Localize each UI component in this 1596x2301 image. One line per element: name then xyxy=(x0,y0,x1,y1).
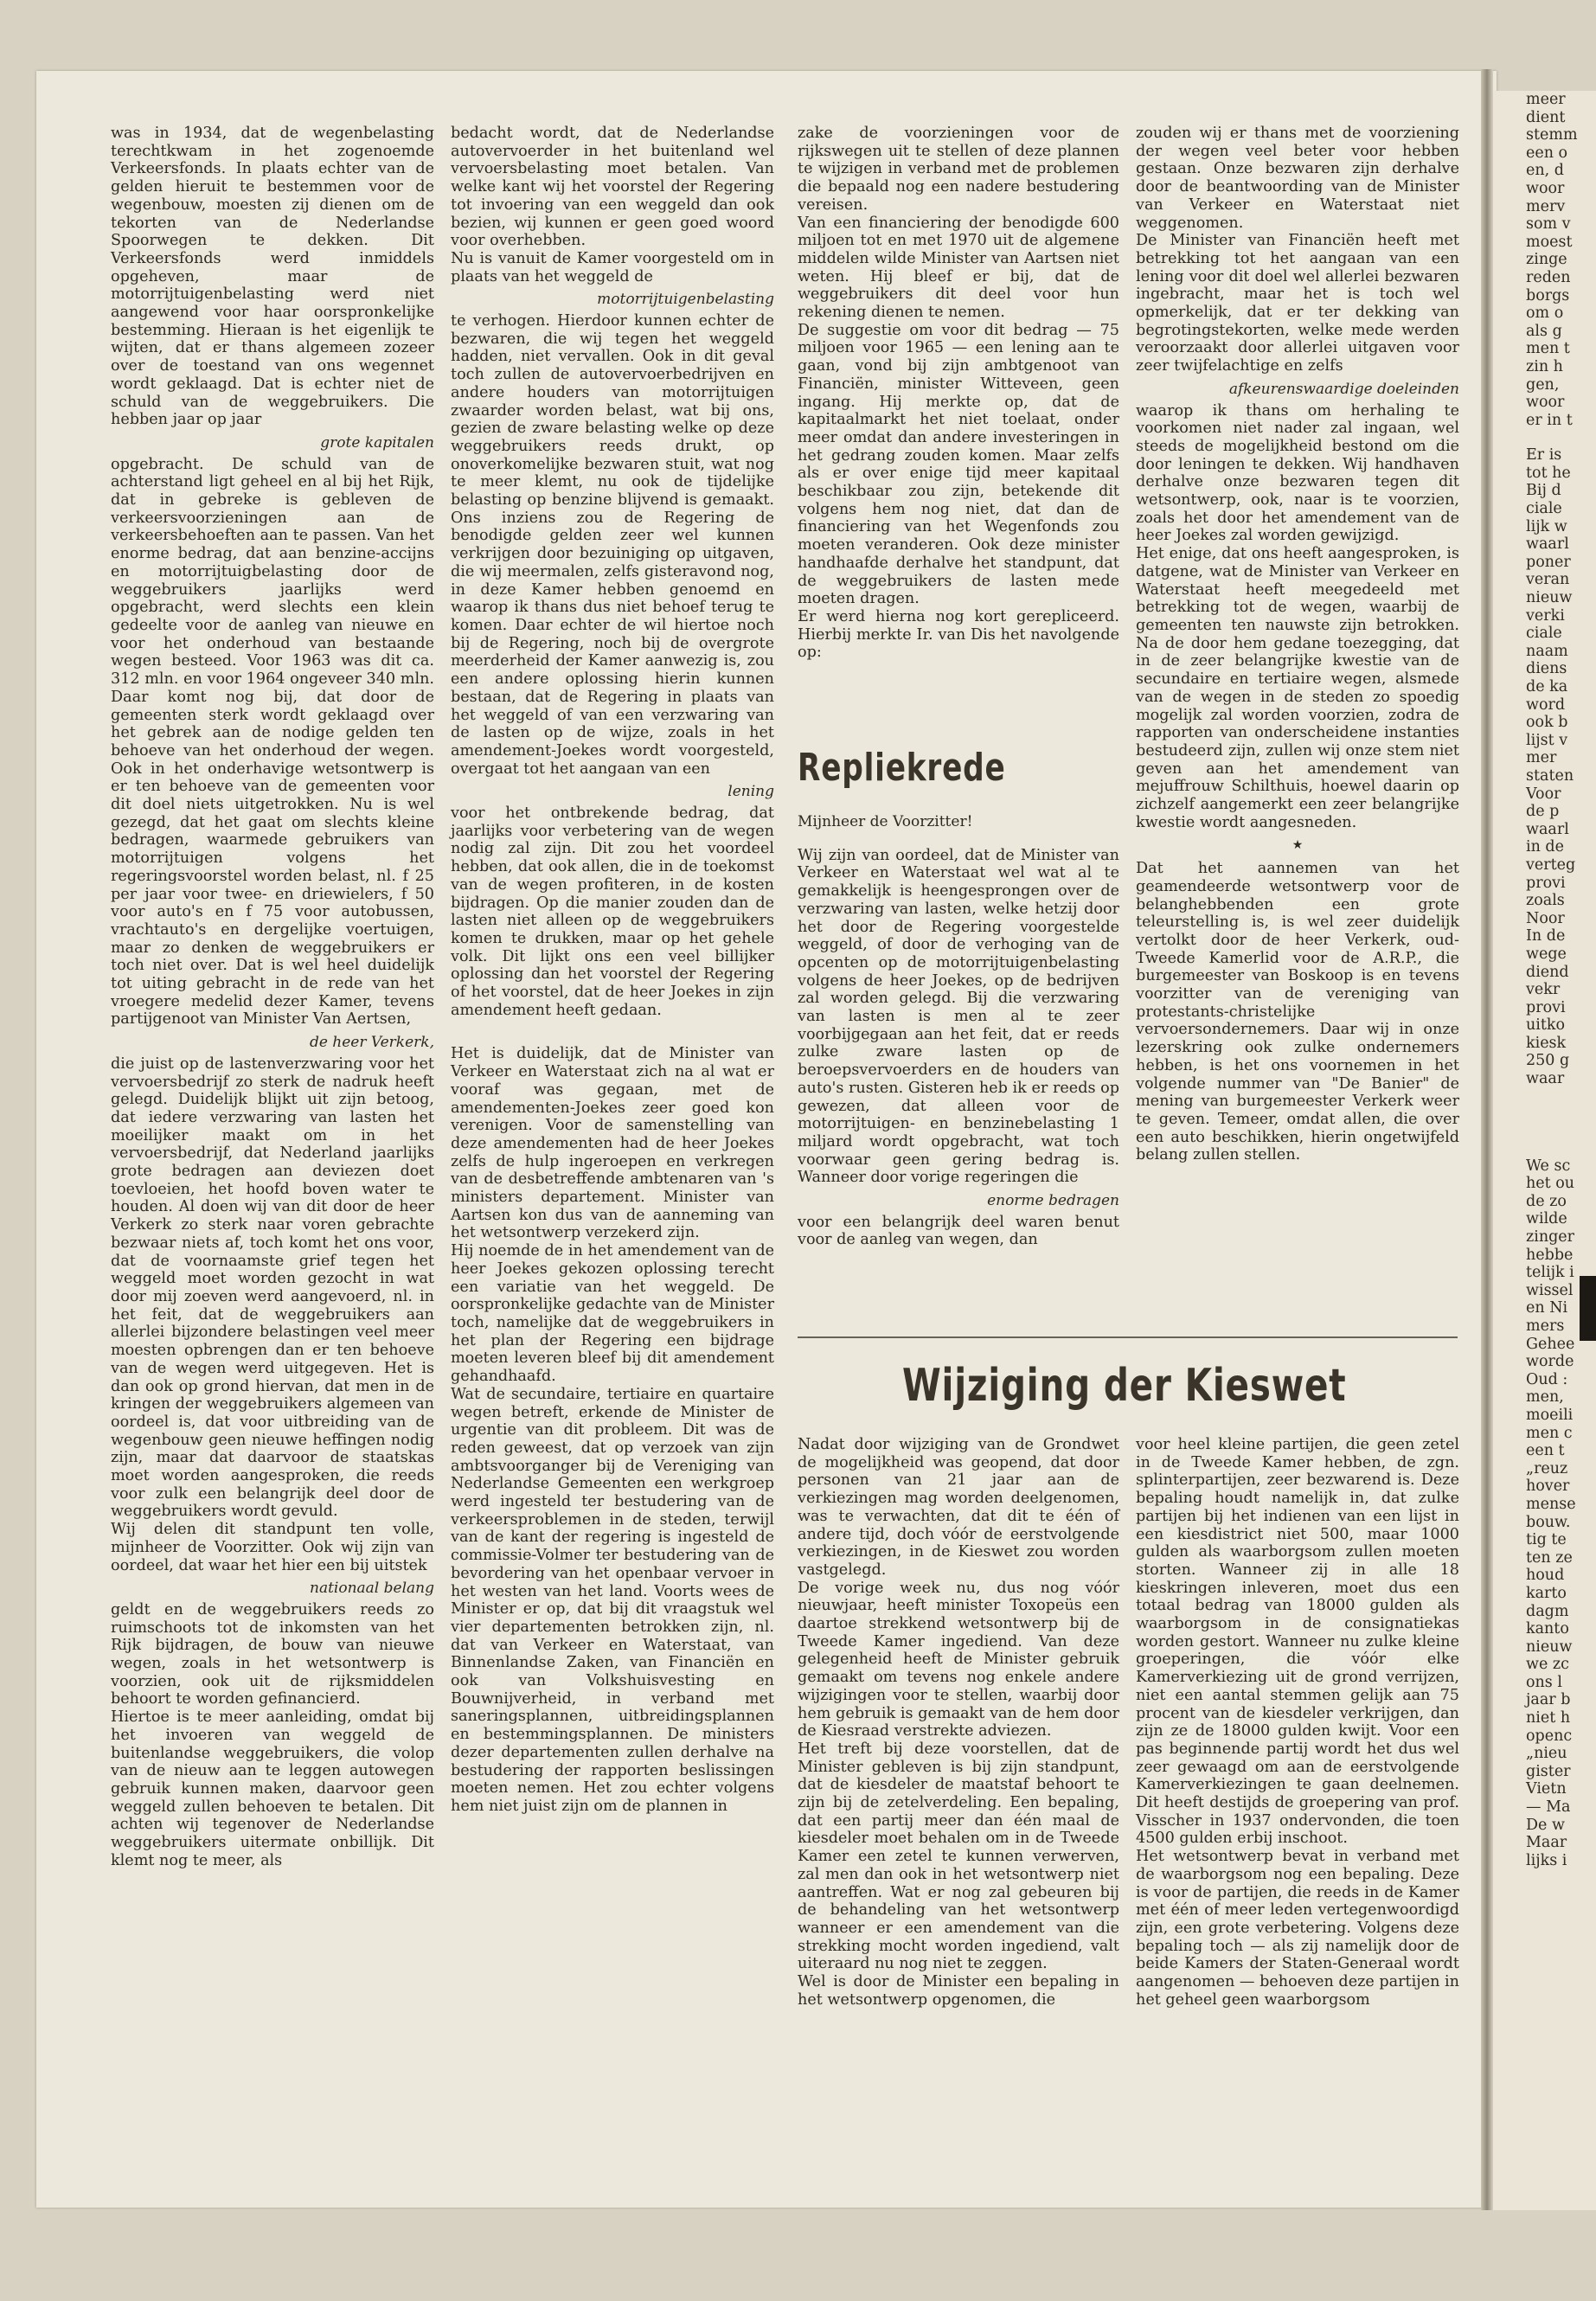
next-page-line: In de xyxy=(1526,927,1566,945)
next-page-line: ciale xyxy=(1526,625,1562,643)
paragraph: was in 1934, dat de wegenbelasting terechtkwam in het zogenoemde Verkeersfonds. In plaats echter van de gelden hieruit te bestemmen voor de wegenbouw, moesten zij dienen om de tekorten van de Nederlandse Spoorwegen te dekken. Dit Verkeersfonds werd inmiddels opgeheven, maar de motorrijtuigenbelasting werd niet aangewend voor haar oorspronkelijke bestemming. Hieraan is het eigenlijk te wijten, dat er thans algemeen zozeer over de toestand van ons wegennet wordt geklaagd. Dat is echter niet de schuld van de weggebruikers. Die hebben jaar op jaar xyxy=(111,125,434,429)
next-page-line: wissel xyxy=(1526,1281,1574,1299)
next-page-line: provi xyxy=(1526,874,1566,892)
next-page-fragment xyxy=(1493,91,1596,2210)
paragraph: Wat de secundaire, tertiaire en quartaire wegen betreft, erkende de Minister de urgentie van dit probleem. Dit was de reden geweest, dat op verzoek van zijn ambtsvoorganger bij de Vereniging van Nederlandse Gemeenten een werkgroep werd ingesteld ter bestudering van de verkeersproblemen in de steden, terwijl van de kant der regering is ingesteld de commissie-Volmer ter bestudering van de bevordering van het openbaar vervoer in het westen van het land. Voorts wees de Minister er op, dat bij dit vraagstuk wel vier departementen betrokken zijn, nl. dat van Verkeer en Waterstaat, van Binnenlandse Zaken, van Financiën en ook van Volkshuisvesting en Bouwnijverheid, in verband met saneringsplannen, uitbreidingsplannen en bestemmingsplannen. De ministers dezer departementen zullen derhalve na bestudering der rapporten beslissingen moeten nemen. Het zou echter volgens hem niet juist zijn om de plannen in xyxy=(451,1385,774,1815)
subheading: afkeurenswaardige doeleinden xyxy=(1228,380,1459,398)
next-page-line: diens xyxy=(1526,660,1567,678)
article-2-column-1 xyxy=(798,1436,1119,2009)
next-page-line: ons l xyxy=(1526,1673,1562,1691)
greeting: Mijnheer de Voorzitter! xyxy=(798,813,973,830)
next-page-line: niet h xyxy=(1526,1709,1571,1727)
next-page-line: zinge xyxy=(1526,251,1567,269)
next-page-line: Voor xyxy=(1526,785,1561,803)
next-page-line: telijk i xyxy=(1526,1264,1574,1282)
next-page-line: verteg xyxy=(1526,856,1576,874)
next-page-line: er in t xyxy=(1526,411,1573,429)
next-page-line: reden xyxy=(1526,268,1571,286)
next-page-line: hover xyxy=(1526,1477,1570,1496)
next-page-line: men, xyxy=(1526,1388,1564,1407)
next-page-line: wege xyxy=(1526,945,1567,963)
next-page-line: mers xyxy=(1526,1317,1565,1335)
subheading: nationaal belang xyxy=(310,1580,434,1598)
next-page-line: waarl xyxy=(1526,820,1569,838)
paragraph: geldt en de weggebruikers reeds zo ruimschoots tot de inkomsten van het Rijk bijdragen, de bouw van nieuwe wegen, zoals in het wetsontwerp is voorzien, ook uit de rijksmiddelen behoort te worden gefinancierd. xyxy=(111,1600,434,1708)
next-page-line: nieuw xyxy=(1526,1638,1573,1656)
section-divider xyxy=(798,1336,1458,1338)
next-page-line: waarl xyxy=(1526,535,1569,554)
next-page-line: worde xyxy=(1526,1353,1574,1371)
next-page-line: in de xyxy=(1526,838,1564,856)
next-page-line: openc xyxy=(1526,1727,1573,1745)
subheading: lening xyxy=(727,783,774,801)
next-page-line: moeili xyxy=(1526,1406,1574,1424)
next-page-line: de zo xyxy=(1526,1192,1567,1210)
next-page-line: verki xyxy=(1526,606,1565,625)
next-page-line: dagm xyxy=(1526,1602,1569,1620)
paragraph: Het enige, dat ons heeft aangesproken, is datgene, wat de Minister van Verkeer en Waterstaat heeft meegedeeld met betrekking tot de wegen, waarbij de gemeenten ten nauwste zijn betrokken. Na de door hem gedane toezegging, dat in de zeer belangrijke kwestie van de secundaire en tertiaire wegen, alsmede van de wegen in de steden zo spoedig mogelijk zal worden voorzien, zodra de rapporten van onderscheidene instanties bestudeerd zijn, zullen wij onze stem niet geven aan het amendement van mejuffrouw Schilthuis, hoewel daarin op zichzelf aangemerkt een zeer belangrijke kwestie wordt aangesneden. xyxy=(1136,545,1459,831)
next-page-line: gen, xyxy=(1526,375,1560,394)
paragraph: Het is duidelijk, dat de Minister van Verkeer en Waterstaat zich na al wat er vooraf was gegaan, met de amendementen-Joekes zeer goed kon verenigen. Voor de samenstelling van deze amendementen had de heer Joekes zelfs de hulp ingeroepen en verkregen van de desbetreffende ambtenaren van 's ministers departement. Minister van Aartsen kon dus van de aanneming van het wetsontwerp verzekerd zijn. xyxy=(451,1045,774,1242)
paragraph: Het treft bij deze voorstellen, dat de Minister gebleven is bij zijn standpunt, dat de kiesdeler de maatstaf behoort te zijn bij de zetelverdeling. Een bepaling, dat een partij meer dan één maal de kiesdeler moet behalen om in de Tweede Kamer een zetel te kunnen verwerven, zal men dan ook in het wetsontwerp niet aantreffen. Wat er nog zal gebeuren bij de behandeling van het wetsontwerp wanneer er een amendement van die strekking mocht worden ingediend, valt uiteraard nu nog niet te zeggen. xyxy=(798,1740,1119,1973)
next-page-line: ook b xyxy=(1526,714,1568,732)
article-1-column-4 xyxy=(1136,125,1459,1164)
next-page-line: word xyxy=(1526,695,1566,714)
paragraph: Nu is vanuit de Kamer voorgesteld om in plaats van het weggeld de xyxy=(451,249,774,285)
next-page-line: vekr xyxy=(1526,981,1561,999)
next-page-line: ciale xyxy=(1526,500,1562,518)
next-page-line: meer xyxy=(1526,91,1566,108)
next-page-line: Maar xyxy=(1526,1834,1567,1852)
next-page-line: zin h xyxy=(1526,357,1563,375)
next-page-line: waar xyxy=(1526,1070,1565,1088)
paragraph: opgebracht. De schuld van de achterstand ligt geheel en al bij het Rijk, dat in gebreke is gebleven de verkeersvoorzieningen aan de verkeersbehoeften aan te passen. Van het enorme bedrag, dat aan benzine-accijns en motorrijtuigbelasting door de weggebruikers jaarlijks werd opgebracht, werd slechts een klein gedeelte voor de aanleg van nieuwe en voor het onderhoud van bestaande wegen besteed. Voor 1963 was dit ca. 312 mln. en voor 1964 ongeveer 340 mln. Daar komt nog bij, dat door de gemeenten sterk wordt geklaagd over het gebrek aan de nodige gelden ten behoeve van het onderhoud der wegen. Ook in het onderhavige wetsontwerp is er ten behoeve van de gemeenten voor dit doel niets uitgetrokken. Nu is wel gezegd, dat het gaat om slechts kleine bedragen, waarmede gebruikers van motorrijtuigen volgens het regeringsvoorstel worden belast, nl. f 25 per jaar voor twee- en driewielers, f 50 voor auto's en f 75 voor autobussen, vrachtauto's en dergelijke voertuigen, maar zo denken de weggebruikers er toch niet over. Dat is wel heel duidelijk tot uiting gebracht in de rede van het vroegere medelid dezer Kamer, tevens partijgenoot van Minister Van Aertsen, xyxy=(111,455,434,1029)
next-page-line: Vietn xyxy=(1526,1780,1567,1798)
next-page-block-2 xyxy=(1493,446,1596,1087)
next-page-line: nieuw xyxy=(1526,589,1573,607)
next-page-line: dient xyxy=(1526,108,1566,126)
replique-heading: Repliekrede xyxy=(798,746,1006,790)
paragraph: voor heel kleine partijen, die geen zetel in de Tweede Kamer hebben, de zgn. splinterpartijen, zeer bezwarend is. Deze bepaling houdt namelijk in, dat zulke partijen bij het indienen van een lijst in een kiesdistrict niet 500, maar 1000 gulden als waarborgsom zullen moeten storten. Wanneer zij in alle 18 kieskringen inleveren, moet dus een totaal bedrag van 18000 gulden als waarborgsom in de consignatiekas worden gestort. Wanneer nu zulke kleine groeperingen, die vóór elke Kamerverkiezing uit de grond verrijzen, niet een aantal stemmen gelijk aan 75 procent van de kiesdeler verkrijgen, dan zijn ze de 18000 gulden kwijt. Voor een pas beginnende partij wordt het dus wel zeer gewaagd om aan de eerstvolgende Kamerverkiezingen te gaan deelnemen. Dit heeft destijds de groepering van prof. Visscher in 1937 ondervonden, die toen 4500 gulden erbij inschoot. xyxy=(1136,1436,1459,1848)
next-page-line: we zc xyxy=(1526,1656,1569,1674)
next-page-line: Gehee xyxy=(1526,1335,1575,1353)
page-fold xyxy=(1481,69,1493,2210)
next-page-line: uitko xyxy=(1526,1016,1566,1035)
paragraph: waarop ik thans om herhaling te voorkomen niet nader zal ingaan, wel steeds de mogelijkheid bestond om die door leningen te dekken. Wij handhaven derhalve onze bezwaren tegen dit wetsontwerp, ook, naar is te voorzien, zoals het door het amendement van de heer Joekes zal worden gewijzigd. xyxy=(1136,401,1459,545)
article-2-column-2 xyxy=(1136,1436,1459,2009)
next-page-line: zinger xyxy=(1526,1228,1575,1247)
next-page-line: Bij d xyxy=(1526,482,1561,500)
next-page-line: men t xyxy=(1526,340,1570,358)
paragraph: die juist op de lastenverzwaring voor het vervoersbedrijf zo sterk de nadruk heeft gelegd. Duidelijk blijkt uit zijn betoog, dat iedere verzwaring van lasten het moeilijker maakt om in het vervoersbedrijf, dat Nederland jaarlijks grote bedragen aan deviezen doet toevloeien, het hoofd boven water te houden. Al doen wij van dit door de heer Verkerk zo sterk naar voren gebrachte bezwaar niets af, toch komt het ons voor, dat de voornaamste grief tegen het weggeld moet worden gezocht in wat door mij zoeven werd aangevoerd, nl. in het feit, dat de weggebruikers aan allerlei bijzondere belastingen veel meer moesten opbrengen dan er ten behoeve van de wegen werd uitgegeven. Het is dan ook op grond hiervan, dat men in de kringen der weggebruikers algemeen van oordeel is, dat voor uitbreiding van de wegenbouw geen nieuwe heffingen nodig zijn, maar dat daarvoor de staatskas moet worden aangesproken, die reeds voor zulk een belangrijk deel door de weggebruikers wordt gevuld. xyxy=(111,1054,434,1521)
next-page-line: diend xyxy=(1526,963,1569,981)
next-page-line: — Ma xyxy=(1526,1798,1571,1817)
paragraph: Het wetsontwerp bevat in verband met de waarborgsom nog een bepaling. Deze is voor de partijen, die reeds in de Kamer met één of meer leden vertegenwoordigd zijn, een grote verbetering. Volgens deze bepaling toch — als zij namelijk door de beide Kamers der Staten-Generaal wordt aangenomen — behoeven deze partijen in het geheel geen waarborgsom xyxy=(1136,1848,1459,2009)
next-page-line: moest xyxy=(1526,233,1573,251)
next-page-line: wilde xyxy=(1526,1210,1567,1228)
next-page-line: de p xyxy=(1526,803,1560,821)
next-page-line: en Ni xyxy=(1526,1299,1568,1317)
next-page-block-1 xyxy=(1493,91,1596,429)
subheading: motorrijtuigenbelasting xyxy=(597,291,774,309)
next-page-line: bouw. xyxy=(1526,1513,1571,1531)
next-page-line: provi xyxy=(1526,998,1566,1016)
next-page-line: lijk w xyxy=(1526,517,1567,535)
next-page-line: als g xyxy=(1526,322,1562,340)
paragraph: zouden wij er thans met de voorziening der wegen veel beter voor hebben gestaan. Onze bezwaren zijn derhalve door de beantwoording van de Minister van Verkeer en Waterstaat niet weggenomen. xyxy=(1136,125,1459,232)
next-page-line: merv xyxy=(1526,197,1566,215)
next-page-line: om o xyxy=(1526,304,1564,323)
next-page-line: De w xyxy=(1526,1816,1565,1834)
next-page-line: „reuz xyxy=(1526,1459,1568,1477)
next-page-line: jaar b xyxy=(1526,1691,1571,1709)
next-page-line: Noor xyxy=(1526,909,1565,927)
paragraph: Hij noemde de in het amendement van de heer Joekes gekozen oplossing terecht een variatie van het weggeld. De oorspronkelijke gedachte van de Minister toch, namelijke dat de weggebruikers in het plan der Regering een bijdrage moeten leveren bleef bij dit amendement gehandhaafd. xyxy=(451,1242,774,1386)
paragraph: De suggestie om voor dit bedrag — 75 miljoen voor 1965 — een lening aan te gaan, vond bij zijn ambtgenoot van Financiën, minister Witteveen, geen ingang. Hij merkte op, dat de kapitaalmarkt het niet toelaat, onder meer omdat dan andere investeringen in het gedrang zouden komen. Maar zelfs als er over enige tijd meer kapitaal beschikbaar zou zijn, betekende dit volgens hem nog niet, dat dan de financiering van het Wegenfonds zou moeten veranderen. Ook deze minister handhaafde derhalve het standpunt, dat de weggebruikers de lasten mede moeten dragen. xyxy=(798,321,1119,608)
next-page-line: mer xyxy=(1526,749,1557,767)
paragraph: Er werd hierna nog kort gerepliceerd. Hierbij merkte Ir. van Dis het navolgende op: xyxy=(798,607,1119,662)
next-page-line: staten xyxy=(1526,766,1574,785)
next-page-line: de ka xyxy=(1526,678,1568,695)
paragraph: Hiertoe is te meer aanleiding, omdat bij het invoeren van weggeld de buitenlandse weggebruikers, die volop van de nieuw aan te leggen autowegen gebruik kunnen maken, daarvoor geen weggeld zullen behoeven te betalen. Dit achten wij tegenover de Nederlandse weggebruikers uitermate onbillijk. Dit klemt nog te meer, als xyxy=(111,1708,434,1869)
next-page-line: kiesk xyxy=(1526,1034,1567,1052)
article-1-column-3 xyxy=(798,125,1119,662)
next-page-line: We sc xyxy=(1526,1157,1571,1175)
next-page-black-bar xyxy=(1580,1276,1596,1341)
next-page-line: een o xyxy=(1526,144,1568,162)
next-page-line: borgs xyxy=(1526,286,1570,304)
article-1-column-2 xyxy=(451,125,774,1816)
next-page-line: woor xyxy=(1526,179,1565,197)
next-page-block-3 xyxy=(1493,1157,1596,1870)
paragraph: Wel is door de Minister een bepaling in het wetsontwerp opgenomen, die xyxy=(798,1973,1119,2009)
next-page-line: houd xyxy=(1526,1567,1565,1585)
next-page-line: „nieu xyxy=(1526,1745,1567,1763)
next-page-line: tig te xyxy=(1526,1531,1567,1549)
subheading: enorme bedragen xyxy=(987,1192,1119,1210)
next-page-line: stemm xyxy=(1526,126,1578,144)
next-page-line: 250 g xyxy=(1526,1052,1570,1070)
next-page-line: en, d xyxy=(1526,162,1564,180)
next-page-line: gister xyxy=(1526,1762,1571,1780)
next-page-line: karto xyxy=(1526,1584,1567,1602)
paragraph: zake de voorzieningen voor de rijkswegen uit te stellen of deze plannen te wijzigen in verband met de problemen die bepaald nog een nadere bestudering vereisen. xyxy=(798,125,1119,214)
paragraph: voor een belangrijk deel waren benut voor de aanleg van wegen, dan xyxy=(798,1213,1119,1249)
next-page-line: mense xyxy=(1526,1495,1576,1513)
paragraph: Wij delen dit standpunt ten volle, mijnheer de Voorzitter. Ook wij zijn van oordeel, dat waar het hier een bij uitstek xyxy=(111,1521,434,1574)
next-page-line: lijks i xyxy=(1526,1851,1567,1869)
subheading: grote kapitalen xyxy=(320,433,434,452)
next-page-line: woor xyxy=(1526,394,1565,412)
next-page-line: poner xyxy=(1526,553,1571,571)
next-page-line: Er is xyxy=(1526,446,1562,465)
article-1-column-1 xyxy=(111,125,434,1870)
next-page-line: veran xyxy=(1526,571,1570,589)
article-2-heading: Wijziging der Kieswet xyxy=(902,1360,1347,1412)
next-page-line: hebbe xyxy=(1526,1246,1574,1264)
paragraph: Nadat door wijziging van de Grondwet de mogelijkheid was geopend, dat door personen van 21 jaar aan de verkiezingen mag worden deelgenomen, was te verwachten, dat dit te één of andere tijd, doch vóór de eerstvolgende verkiezingen, in de Kieswet zou worden vastgelegd. xyxy=(798,1436,1119,1579)
next-page-line: ten ze xyxy=(1526,1548,1573,1567)
next-page-line: Oud : xyxy=(1526,1370,1568,1388)
next-page-line: zoals xyxy=(1526,892,1565,910)
paragraph: Wij zijn van oordeel, dat de Minister van Verkeer en Waterstaat wel wat al te gemakkelijk is heengesprongen over de verzwaring van lasten, welke hetzij door het door de Regering voorgestelde weggeld, of door de verhoging van de opcenten op de motorrijtuigenbelasting volgens de heer Joekes, op de bedrijven zal worden gelegd. Bij die verzwaring van lasten is men al te zeer voorbijgegaan aan het feit, dat er reeds zulke zware lasten op de beroepsvervoerders en de houders van auto's rusten. Gisteren heb ik er reeds op gewezen, dat alleen voor de motorrijtuigen- en benzinebelasting 1 miljard wordt opgebracht, wat toch voorwaar geen gering bedrag is. Wanneer door vorige regeringen die xyxy=(798,846,1119,1187)
next-page-line: een t xyxy=(1526,1442,1565,1460)
next-page-line: kanto xyxy=(1526,1620,1569,1638)
paragraph: voor het ontbrekende bedrag, dat jaarlijks voor verbetering van de wegen nodig zal zijn. Dit zou het voordeel hebben, dat ook allen, die in de toekomst van de wegen profiteren, in de kosten bijdragen. Op die manier zouden dan de lasten niet alleen op de weggebruikers komen te drukken, maar op het gehele volk. Dit lijkt ons een veel billijker oplossing dan het voorstel der Regering of het voorstel, dat de heer Joekes in zijn amendement heeft gedaan. xyxy=(451,804,774,1019)
next-page-line: men c xyxy=(1526,1424,1573,1442)
next-page-line: naam xyxy=(1526,642,1568,660)
paragraph: Dat het aannemen van het geamendeerde wetsontwerp voor de belanghebbenden een grote teleurstelling is, is wel zeer duidelijk vertolkt door de heer Verkerk, oud-Tweede Kamerlid voor de A.R.P., die burgemeester van Boskoop is en tevens voorzitter van de vereniging van protestants-christelijke vervoersondernemers. Daar wij in onze lezerskring ook zulke ondernemers hebben, is het ons voornemen in het volgende nummer van "De Banier" de mening van burgemeester Verkerk weer te geven. Temeer, omdat allen, die over een auto beschikken, hierin ongetwijfeld belang zullen stellen. xyxy=(1136,860,1459,1164)
paragraph: De vorige week nu, dus nog vóór nieuwjaar, heeft minister Toxopeüs een daartoe strekkend wetsontwerp bij de Tweede Kamer ingediend. Van deze gelegenheid heeft de Minister gebruik gemaakt om tevens nog enkele andere wijzigingen voor te stellen, waarbij door hem gebruik is gemaakt van de hem door de Kiesraad verstrekte adviezen. xyxy=(798,1579,1119,1740)
paragraph: te verhogen. Hierdoor kunnen echter de bezwaren, die wij tegen het weggeld hadden, niet vervallen. Ook in dit geval toch zullen de autovervoerbedrijven en andere houders van motorrijtuigen zwaarder worden belast, wat bij ons, gezien de zware belasting welke op deze weggebruikers reeds drukt, op onoverkomelijke bezwaren stuit, wat nog te meer klemt, nu ook de tijdelijke belasting op benzine blijvend is gemaakt. Ons inziens zou de Regering de benodigde gelden zeer wel kunnen verkrijgen door bezuiniging op uitgaven, die wij meermalen, zelfs gisteravond nog, in deze Kamer hebben genoemd en waarop ik thans dus niet behoef terug te komen. Daar echter de wil hiertoe noch bij de Regering, noch bij de overgrote meerderheid der Kamer aanwezig is, zou een andere oplossing hierin kunnen bestaan, dat de Regering in plaats van het weggeld of van een verzwaring van de lasten op de wijze, zoals in het amendement-Joekes wordt voorgesteld, overgaat tot het aangaan van een xyxy=(451,312,774,778)
subheading: de heer Verkerk, xyxy=(309,1034,434,1052)
paragraph: De Minister van Financiën heeft met betrekking tot het aangaan van een lening voor dit doel wel allerlei bezwaren ingebracht, maar het is toch wel opmerkelijk, dat er ter dekking van begrotingstekorten, welke mede werden veroorzaakt door allerlei uitgaven voor zeer twijfelachtige en zelfs xyxy=(1136,232,1459,375)
article-1-column-3b xyxy=(798,813,1119,1249)
next-page-line: tot he xyxy=(1526,464,1571,482)
paragraph: bedacht wordt, dat de Nederlandse autovervoerder in het buitenland wel vervoersbelasting moet betalen. Van welke kant wij het voorstel der Regering tot invoering van een weggeld dan ook bezien, wij kunnen er geen goed woord voor overhebben. xyxy=(451,125,774,250)
star-separator: ★ xyxy=(1292,838,1304,853)
next-page-line: lijst v xyxy=(1526,731,1568,749)
paragraph: Van een financiering der benodigde 600 miljoen tot en met 1970 uit de algemene middelen wilde Minister van Aartsen niet weten. Hij bleef er bij, dat de weggebruikers dit deel voor hun rekening dienen te nemen. xyxy=(798,214,1119,322)
next-page-line: het ou xyxy=(1526,1175,1575,1193)
next-page-line: som v xyxy=(1526,215,1571,234)
